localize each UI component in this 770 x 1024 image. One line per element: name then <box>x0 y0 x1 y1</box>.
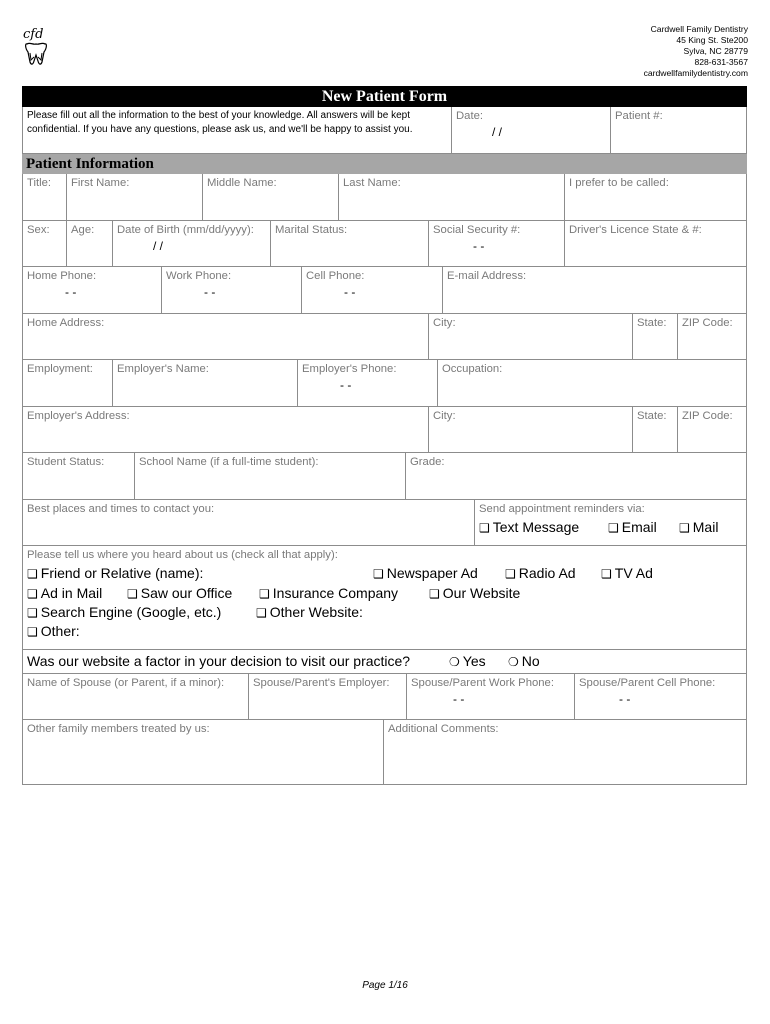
checkbox-icon[interactable]: ❑ <box>429 587 440 601</box>
home-address-field[interactable] <box>22 314 429 360</box>
reminder-text-option[interactable] <box>479 519 579 535</box>
referral-insurance-option[interactable] <box>259 585 398 601</box>
home-phone-field[interactable] <box>22 267 162 314</box>
title-field[interactable] <box>22 174 67 221</box>
home-zip-label: ZIP Code: <box>682 317 733 329</box>
checkbox-icon[interactable]: ❑ <box>479 521 490 535</box>
first-name-label: First Name: <box>71 177 130 189</box>
ssn-label: Social Security #: <box>433 224 521 236</box>
home-address-label: Home Address: <box>27 317 105 329</box>
first-name-field[interactable] <box>67 174 203 221</box>
ssn-separators: - - <box>473 239 485 253</box>
home-state-field[interactable] <box>633 314 678 360</box>
referral-newspaper-label: Newspaper Ad <box>386 565 478 581</box>
patient-number-label: Patient #: <box>615 110 663 122</box>
work-phone-label: Work Phone: <box>166 270 232 282</box>
spouse-work-phone-field[interactable] <box>407 674 575 720</box>
date-separators: / / <box>492 125 503 139</box>
section-patient-information: Patient Information <box>22 154 747 174</box>
checkbox-icon[interactable]: ❑ <box>601 567 612 581</box>
spouse-name-field[interactable] <box>22 674 249 720</box>
spouse-name-label: Name of Spouse (or Parent, if a minor): <box>27 677 225 689</box>
svg-text:cfd: cfd <box>23 27 44 42</box>
practice-address: 45 King St. Ste200 <box>676 35 748 45</box>
spouse-employer-label: Spouse/Parent's Employer: <box>253 677 390 689</box>
dob-label: Date of Birth (mm/dd/yyyy): <box>117 224 254 236</box>
cell-phone-separators: - - <box>344 285 356 299</box>
spouse-work-phone-label: Spouse/Parent Work Phone: <box>411 677 554 689</box>
form-title: New Patient Form <box>22 86 747 107</box>
checkbox-icon[interactable]: ❑ <box>256 606 267 620</box>
reminder-email-option[interactable] <box>608 519 657 535</box>
ssn-field[interactable] <box>429 221 565 267</box>
employer-address-label: Employer's Address: <box>27 410 130 422</box>
referral-insurance-label: Insurance Company <box>272 585 399 601</box>
referral-website-label: Our Website <box>442 585 521 601</box>
referral-tv-label: TV Ad <box>614 565 653 581</box>
email-field[interactable] <box>443 267 747 314</box>
reminder-mail-option[interactable] <box>679 519 718 535</box>
checkbox-icon[interactable]: ❑ <box>373 567 384 581</box>
sex-field[interactable] <box>22 221 67 267</box>
referral-radio-label: Radio Ad <box>518 565 576 581</box>
email-label: E-mail Address: <box>447 270 527 282</box>
title-label: Title: <box>27 177 52 189</box>
referral-office-option[interactable] <box>127 585 232 601</box>
work-phone-field[interactable] <box>162 267 302 314</box>
referral-label: Please tell us where you heard about us (check all that apply): <box>27 549 338 561</box>
last-name-field[interactable] <box>339 174 565 221</box>
employer-address-field[interactable] <box>22 407 429 453</box>
student-status-label: Student Status: <box>27 456 105 468</box>
age-field[interactable] <box>67 221 113 267</box>
employer-name-field[interactable] <box>113 360 298 407</box>
website-question-row <box>22 650 747 674</box>
checkbox-icon[interactable]: ❑ <box>27 567 38 581</box>
website-question-text: Was our website a factor in your decision to visit our practice? <box>27 653 411 669</box>
patient-number-field[interactable] <box>611 107 747 154</box>
employer-city-field[interactable] <box>429 407 633 453</box>
radio-icon[interactable]: ❍ <box>449 655 460 669</box>
home-city-field[interactable] <box>429 314 633 360</box>
referral-radio-option[interactable] <box>505 565 576 581</box>
employer-state-field[interactable] <box>633 407 678 453</box>
referral-mail-label: Ad in Mail <box>40 585 103 601</box>
spouse-cell-phone-separators: - - <box>619 692 631 706</box>
checkbox-icon[interactable]: ❑ <box>27 606 38 620</box>
referral-search-option[interactable] <box>27 604 221 620</box>
reminder-email-label: Email <box>621 519 657 535</box>
practice-name: Cardwell Family Dentistry <box>650 24 748 34</box>
referral-mail-option[interactable] <box>27 585 102 601</box>
date-label: Date: <box>456 110 484 122</box>
referral-other-option[interactable] <box>27 623 80 639</box>
practice-city: Sylva, NC 28779 <box>683 46 748 56</box>
home-phone-separators: - - <box>65 285 77 299</box>
employer-city-label: City: <box>433 410 456 422</box>
website-yes-option[interactable] <box>449 653 486 669</box>
reminder-text-label: Text Message <box>492 519 580 535</box>
practice-logo <box>22 24 52 68</box>
cell-phone-field[interactable] <box>302 267 443 314</box>
practice-website: cardwellfamilydentistry.com <box>643 68 748 78</box>
intro-cell <box>22 107 452 154</box>
date-field[interactable] <box>452 107 611 154</box>
checkbox-icon[interactable]: ❑ <box>27 625 38 639</box>
preferred-name-field[interactable] <box>565 174 747 221</box>
referral-search-label: Search Engine (Google, etc.) <box>40 604 222 620</box>
practice-info <box>644 24 748 79</box>
website-no-label: No <box>521 653 540 669</box>
occupation-label: Occupation: <box>442 363 503 375</box>
referral-tv-option[interactable] <box>601 565 653 581</box>
website-yes-label: Yes <box>462 653 486 669</box>
referral-friend-option[interactable] <box>27 565 203 581</box>
employer-phone-label: Employer's Phone: <box>302 363 397 375</box>
school-name-field[interactable] <box>135 453 406 500</box>
employer-phone-separators: - - <box>340 378 352 392</box>
reminder-mail-label: Mail <box>692 519 719 535</box>
best-contact-field[interactable] <box>22 500 475 546</box>
employer-zip-label: ZIP Code: <box>682 410 733 422</box>
comments-label: Additional Comments: <box>388 723 499 735</box>
checkbox-icon[interactable]: ❑ <box>127 587 138 601</box>
reminders-field <box>475 500 747 546</box>
license-field[interactable] <box>565 221 747 267</box>
employer-phone-field[interactable] <box>298 360 438 407</box>
student-status-field[interactable] <box>22 453 135 500</box>
spouse-work-phone-separators: - - <box>453 692 465 706</box>
page-number: Page 1/16 <box>362 980 408 991</box>
employer-zip-field[interactable] <box>678 407 747 453</box>
referral-other-website-option[interactable] <box>256 604 363 620</box>
best-contact-label: Best places and times to contact you: <box>27 503 215 515</box>
intro-text: Please fill out all the information to the best of your knowledge. All answers will be kept confidential. If you have any questions, please ask us, and we'll be happy to assist you. <box>27 110 413 135</box>
home-state-label: State: <box>637 317 667 329</box>
marital-status-field[interactable] <box>271 221 429 267</box>
middle-name-field[interactable] <box>203 174 339 221</box>
work-phone-separators: - - <box>204 285 216 299</box>
employment-label: Employment: <box>27 363 93 375</box>
reminders-label: Send appointment reminders via: <box>479 503 645 515</box>
referral-other-website-label: Other Website: <box>269 604 363 620</box>
referral-website-option[interactable] <box>429 585 520 601</box>
cell-phone-label: Cell Phone: <box>306 270 365 282</box>
spouse-cell-phone-field[interactable] <box>575 674 747 720</box>
occupation-field[interactable] <box>438 360 747 407</box>
dob-separators: / / <box>153 239 164 253</box>
middle-name-label: Middle Name: <box>207 177 277 189</box>
spouse-employer-field[interactable] <box>249 674 407 720</box>
referral-other-label: Other: <box>40 623 80 639</box>
age-label: Age: <box>71 224 95 236</box>
checkbox-icon[interactable]: ❑ <box>27 587 38 601</box>
referral-newspaper-option[interactable] <box>373 565 478 581</box>
other-family-field[interactable] <box>22 720 384 785</box>
license-label: Driver's Licence State & #: <box>569 224 702 236</box>
dob-field[interactable] <box>113 221 271 267</box>
home-zip-field[interactable] <box>678 314 747 360</box>
spouse-cell-phone-label: Spouse/Parent Cell Phone: <box>579 677 716 689</box>
employer-name-label: Employer's Name: <box>117 363 209 375</box>
website-no-option[interactable] <box>508 653 540 669</box>
marital-status-label: Marital Status: <box>275 224 348 236</box>
radio-icon[interactable]: ❍ <box>508 655 519 669</box>
checkbox-icon[interactable]: ❑ <box>259 587 270 601</box>
sex-label: Sex: <box>27 224 50 236</box>
grade-label: Grade: <box>410 456 445 468</box>
grade-field[interactable] <box>406 453 747 500</box>
referral-section <box>22 546 747 650</box>
other-family-label: Other family members treated by us: <box>27 723 210 735</box>
referral-friend-label: Friend or Relative (name): <box>40 565 204 581</box>
checkbox-icon[interactable]: ❑ <box>505 567 516 581</box>
referral-office-label: Saw our Office <box>140 585 233 601</box>
checkbox-icon[interactable]: ❑ <box>608 521 619 535</box>
home-phone-label: Home Phone: <box>27 270 97 282</box>
school-name-label: School Name (if a full-time student): <box>139 456 319 468</box>
practice-phone: 828-631-3567 <box>694 57 748 67</box>
home-city-label: City: <box>433 317 456 329</box>
comments-field[interactable] <box>384 720 747 785</box>
preferred-name-label: I prefer to be called: <box>569 177 669 189</box>
employer-state-label: State: <box>637 410 667 422</box>
employment-field[interactable] <box>22 360 113 407</box>
last-name-label: Last Name: <box>343 177 401 189</box>
checkbox-icon[interactable]: ❑ <box>679 521 690 535</box>
